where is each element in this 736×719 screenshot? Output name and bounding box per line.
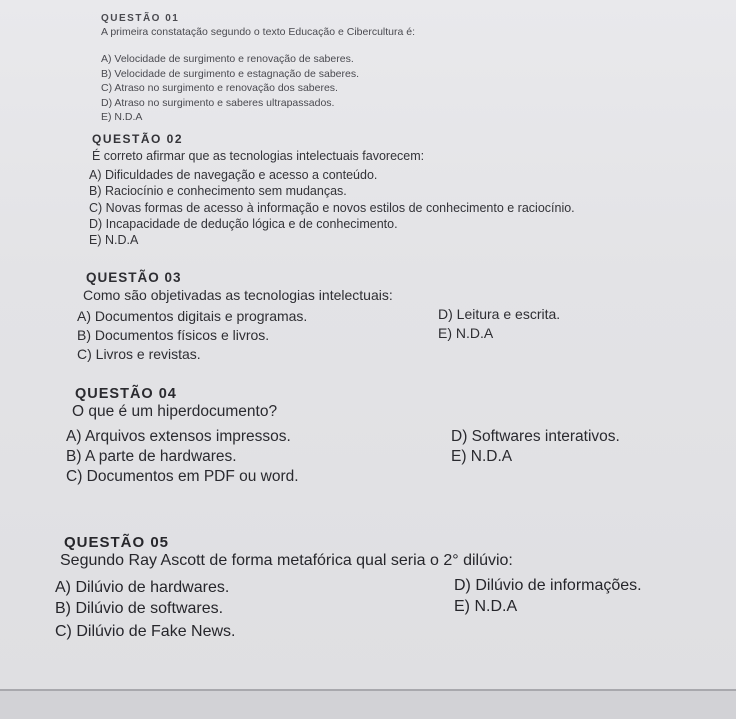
question-1-option-c: C) Atraso no surgimento e renovação dos saberes. <box>101 82 338 94</box>
question-5-option-d: D) Dilúvio de informações. <box>454 577 642 594</box>
question-1-option-e: E) N.D.A <box>101 111 143 123</box>
question-4-option-b: B) A parte de hardwares. <box>66 448 237 465</box>
question-1-options <box>101 52 359 125</box>
question-1-title: QUESTÃO 01 <box>101 13 180 24</box>
question-3-option-e: E) N.D.A <box>438 325 494 341</box>
question-3-option-d: D) Leitura e escrita. <box>438 306 561 322</box>
question-4-title: QUESTÃO 04 <box>75 386 177 402</box>
question-4-option-c: C) Documentos em PDF ou word. <box>66 468 299 485</box>
question-5-option-c: C) Dilúvio de Fake News. <box>55 623 236 640</box>
question-4-option-a: A) Arquivos extensos impressos. <box>66 428 291 445</box>
question-3-title: QUESTÃO 03 <box>86 270 182 285</box>
question-5-option-a: A) Dilúvio de hardwares. <box>55 579 230 596</box>
question-4-option-d: D) Softwares interativos. <box>451 428 620 445</box>
question-4-prompt: O que é um hiperdocumento? <box>72 403 278 420</box>
question-2-options <box>89 167 575 248</box>
question-2-prompt: É correto afirmar que as tecnologias intelectuais favorecem: <box>92 149 425 163</box>
question-1 <box>101 13 416 123</box>
question-4-option-e: E) N.D.A <box>451 448 513 465</box>
question-2 <box>89 132 575 248</box>
question-3-option-b: B) Documentos físicos e livros. <box>77 327 270 343</box>
question-1-option-b: B) Velocidade de surgimento e estagnação de saberes. <box>101 67 360 80</box>
question-2-title: QUESTÃO 02 <box>92 132 184 146</box>
table-surface <box>0 691 736 719</box>
question-5-prompt: Segundo Ray Ascott de forma metafórica qual seria o 2° dilúvio: <box>60 552 513 569</box>
question-3-option-c: C) Livros e revistas. <box>77 346 201 362</box>
question-2-option-a: A) Dificuldades de navegação e acesso a conteúdo. <box>89 168 378 182</box>
question-3-prompt: Como são objetivadas as tecnologias intelectuais: <box>83 287 393 303</box>
question-1-option-d: D) Atraso no surgimento e saberes ultrapassados. <box>101 96 335 109</box>
question-2-option-d: D) Incapacidade de dedução lógica e de conhecimento. <box>89 216 398 231</box>
question-2-option-e: E) N.D.A <box>89 233 139 248</box>
question-5-option-e: E) N.D.A <box>454 598 518 615</box>
question-3-option-a: A) Documentos digitais e programas. <box>77 308 308 324</box>
question-1-prompt: A primeira constatação segundo o texto Educação e Cibercultura é: <box>101 26 416 38</box>
question-2-option-c: C) Novas formas de acesso à informação e novos estilos de conhecimento e raciocínio. <box>89 200 575 215</box>
question-5-option-b: B) Dilúvio de softwares. <box>55 600 224 617</box>
question-2-option-b: B) Raciocínio e conhecimento sem mudanças. <box>89 184 347 199</box>
question-1-option-a: A) Velocidade de surgimento e renovação de saberes. <box>101 53 354 65</box>
question-5-title: QUESTÃO 05 <box>64 534 170 551</box>
